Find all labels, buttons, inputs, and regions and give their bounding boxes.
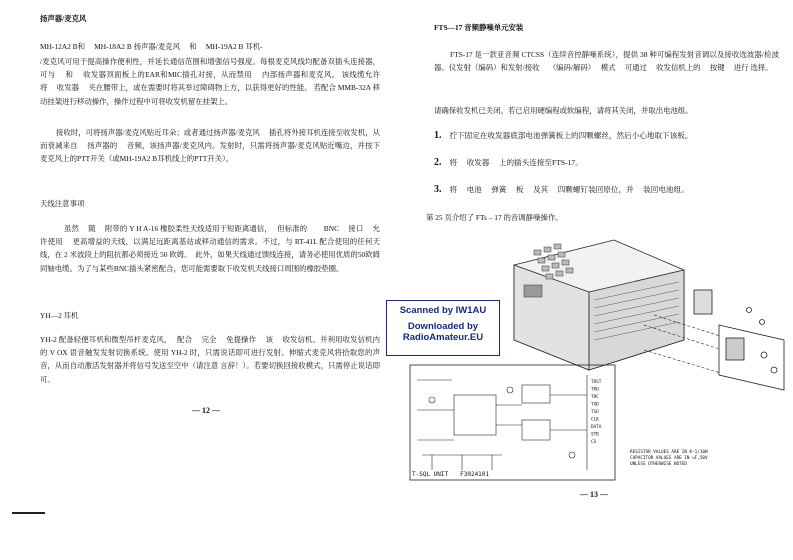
para-mic-1: /麦克风可用于提高操作便利性，并延长通信范围和增强信号强度。每根麦克风线均配备双插头连接器，可与 和 收发器顶面板上的EAR和MIC插孔对接，从而禁用 内部扬声器和麦克风。 该线缆允许 将 收发器 夹在腰带上，或在需要时将其举过障碍物上方，以获得更好的性能。 若配合 MMB-32A 移动挂架进行移动操作，操作过程中可将收发机留在挂架上。 bbox=[40, 57, 390, 106]
heading-speaker-mic: 扬声器/麦克风 bbox=[40, 14, 87, 23]
para-power-off: 请确保收发机已关闭。若已启用硬编程或软编程，请将其关闭，并取出电池组。 bbox=[434, 106, 693, 115]
heading-antenna: 天线注意事项 bbox=[40, 199, 85, 208]
para-earphone: YH-2 配备轻便耳机和微型吊杆麦克风， 配合 完全 免提操作 该 收发信机。并利用收发信机内的 V OX 语音触发发射切换系统。使用 YH-2 时，只需说话即可进行发射。伸缩式麦克风将拾取您的声音，从而自动激活发射器并将信号发送至空中（请注意 言辞！）。若要切换回接收模式，只需停止说话即可。 bbox=[40, 335, 380, 384]
stamp-line-1: Scanned by IW1AU bbox=[399, 305, 487, 316]
para-page-reference: 第 25 页介绍了 FTs – 17 的音调静噪操作。 bbox=[426, 213, 563, 222]
schematic-title: T-SQL UNIT F3024101 bbox=[412, 471, 490, 478]
schematic-pin-label: CS bbox=[591, 440, 597, 445]
page-number-left: — 12 — bbox=[192, 406, 220, 415]
right-page bbox=[402, 0, 793, 540]
para-antenna: 虽然 随 附带的 Y H A-16 橡胶柔性天线适用于短距离通信， 但标准的 BNC 接口 允许使用 更高增益的天线，以满足远距离基站或移动通信的需求。不过，与 RT-41L 配合使用的任何天线，在 2 米波段上的阻抗都必须接近 50 欧姆。 此外，如果天线通过馈线连接，请务必使用优质的50欧姆同轴电缆。为了与某些BNC插头紧密配合，您可能需要取下收发机天线接口周围的橡胶垫圈。 bbox=[40, 224, 380, 273]
schematic-pin-label: TRST bbox=[591, 380, 602, 385]
step-3: 3. 将 电池 弹簧 板 及其 四颗螺钉装回原位，并 装回电池组。 bbox=[434, 184, 689, 195]
schematic-pin-label: TRO bbox=[591, 387, 599, 393]
heading-earphone: YH—2 耳机 bbox=[40, 311, 79, 320]
para-mic-2: 接收时，可将扬声器/麦克风贴近耳朵；或者通过扬声器/麦克风 插孔将外接耳机连接至收发机，从而衰减来自 扬声器的 音频，该扬声器/麦克风内。发射时，只需将扬声器/麦克风贴近嘴边，并按下麦克风上的PTT开关（或MH-19A2 B耳机线上的PTT开关）。 bbox=[40, 128, 380, 164]
schematic-pin-label: TRC bbox=[591, 395, 599, 400]
underline-mark bbox=[12, 512, 45, 514]
schematic-pin-label: TXD bbox=[591, 402, 599, 408]
left-page bbox=[0, 0, 392, 540]
schematic-pin-label: DATA bbox=[591, 425, 602, 430]
schematic-note: RESISTOR VALUES ARE IN K-1/10W CAPACITOR VALUES ARE IN uF,50V UNLESS OTHERWISE NOTED bbox=[630, 450, 708, 467]
stamp-line-3: RadioAmateur.EU bbox=[402, 332, 484, 343]
stamp-line-2: Downloaded by bbox=[407, 321, 479, 332]
heading-fts17: FTS—17 音频静噪单元安装 bbox=[434, 23, 524, 32]
schematic-pin-label: TSO bbox=[591, 410, 599, 415]
schematic-pin-labels bbox=[589, 375, 629, 455]
schematic-pin-label: CLK bbox=[591, 417, 599, 423]
para-fts-intro: FTS-17 是一款亚音频 CTCSS（连续音控静噪系统），提供 38 种可编程发射音调以及接收选波器/检波器。仪发射（编码）和发射/接收 （编码/解码） 模式 可通过 收发信机上的 按键 进行 选择。 bbox=[434, 50, 779, 73]
para-mic-1-line1: MH-12A2 B和 MH-18A2 B 扬声器/麦克风 和 MH-19A2 B 耳机- bbox=[40, 42, 263, 51]
page-number-right: — 13 — bbox=[580, 490, 608, 499]
step-1: 1. 拧下固定在收发器底部电池弹簧板上的四颗螺丝，然后小心地取下该板。 bbox=[434, 130, 693, 141]
scan-credit-stamp bbox=[386, 300, 500, 356]
schematic-pin-label: STB bbox=[591, 432, 599, 438]
step-2: 2. 将 收发器 上的插头连接至FTS-17。 bbox=[434, 157, 583, 168]
